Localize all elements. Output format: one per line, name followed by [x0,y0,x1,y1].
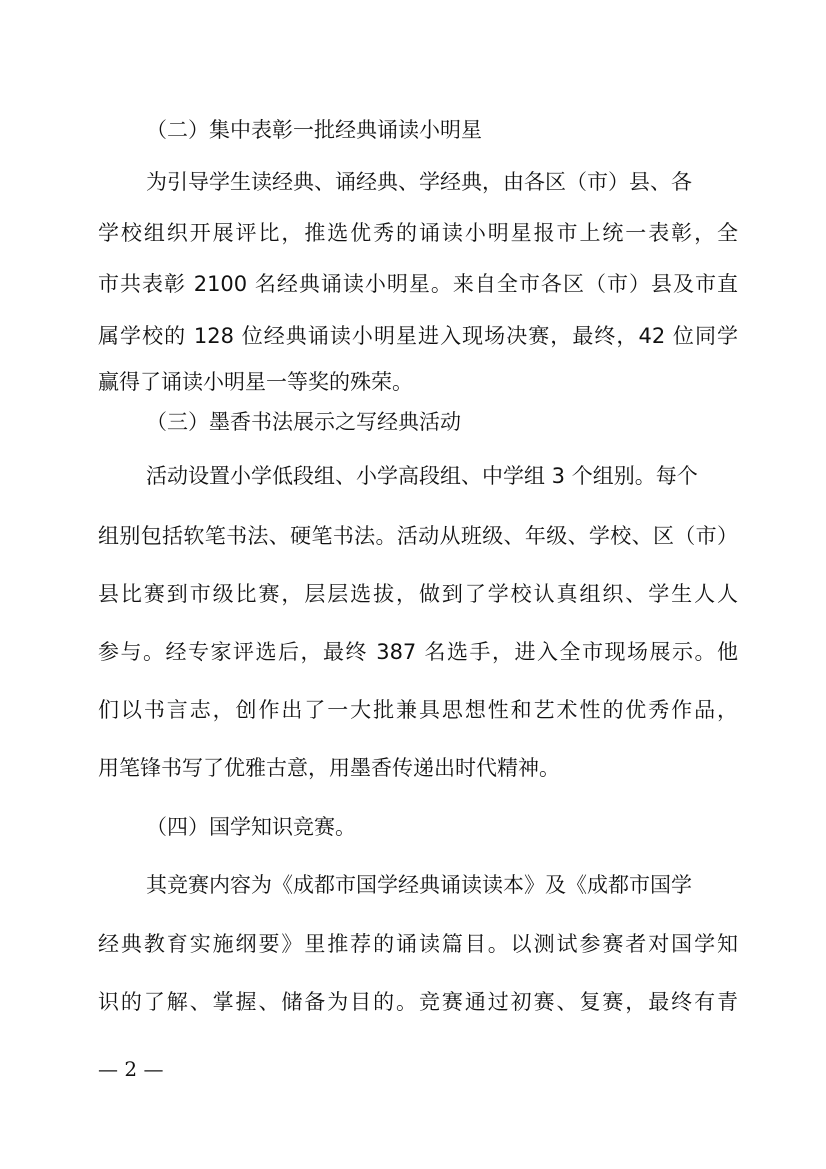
paragraph-line: 们以书言志，创作出了一大批兼具思想性和艺术性的优秀作品， [98,698,738,722]
paragraph-line: 活动设置小学低段组、小学高段组、中学组 3 个组别。每个 [146,464,698,488]
page-number: — 2 — [98,1057,164,1081]
paragraph-line: 用笔锋书写了优雅古意，用墨香传递出时代精神。 [98,756,560,780]
paragraph-line: 经典教育实施纲要》里推荐的诵读篇目。以测试参赛者对国学知 [98,932,738,956]
paragraph-line: 识的了解、掌握、储备为目的。竞赛通过初赛、复赛，最终有青 [98,990,738,1014]
paragraph-line: 学校组织开展评比，推选优秀的诵读小明星报市上统一表彰，全 [98,221,738,245]
section-heading-3: （三）墨香书法展示之写经典活动 [146,410,461,434]
paragraph-line: 其竞赛内容为《成都市国学经典诵读读本》及《成都市国学 [146,873,692,897]
section-heading-2: （二）集中表彰一批经典诵读小明星 [146,118,482,142]
paragraph-line: 参与。经专家评选后，最终 387 名选手，进入全市现场展示。他 [98,640,738,664]
paragraph-line: 为引导学生读经典、诵经典、学经典，由各区（市）县、各 [146,170,692,194]
paragraph-line: 属学校的 128 位经典诵读小明星进入现场决赛，最终，42 位同学 [98,324,738,348]
paragraph-line: 市共表彰 2100 名经典诵读小明星。来自全市各区（市）县及市直 [98,272,738,296]
paragraph-line: 组别包括软笔书法、硬笔书法。活动从班级、年级、学校、区（市） [98,524,738,548]
section-heading-4: （四）国学知识竞赛。 [146,815,356,839]
paragraph-line: 赢得了诵读小明星一等奖的殊荣。 [98,370,413,394]
paragraph-line: 县比赛到市级比赛，层层选拔，做到了学校认真组织、学生人人 [98,582,738,606]
